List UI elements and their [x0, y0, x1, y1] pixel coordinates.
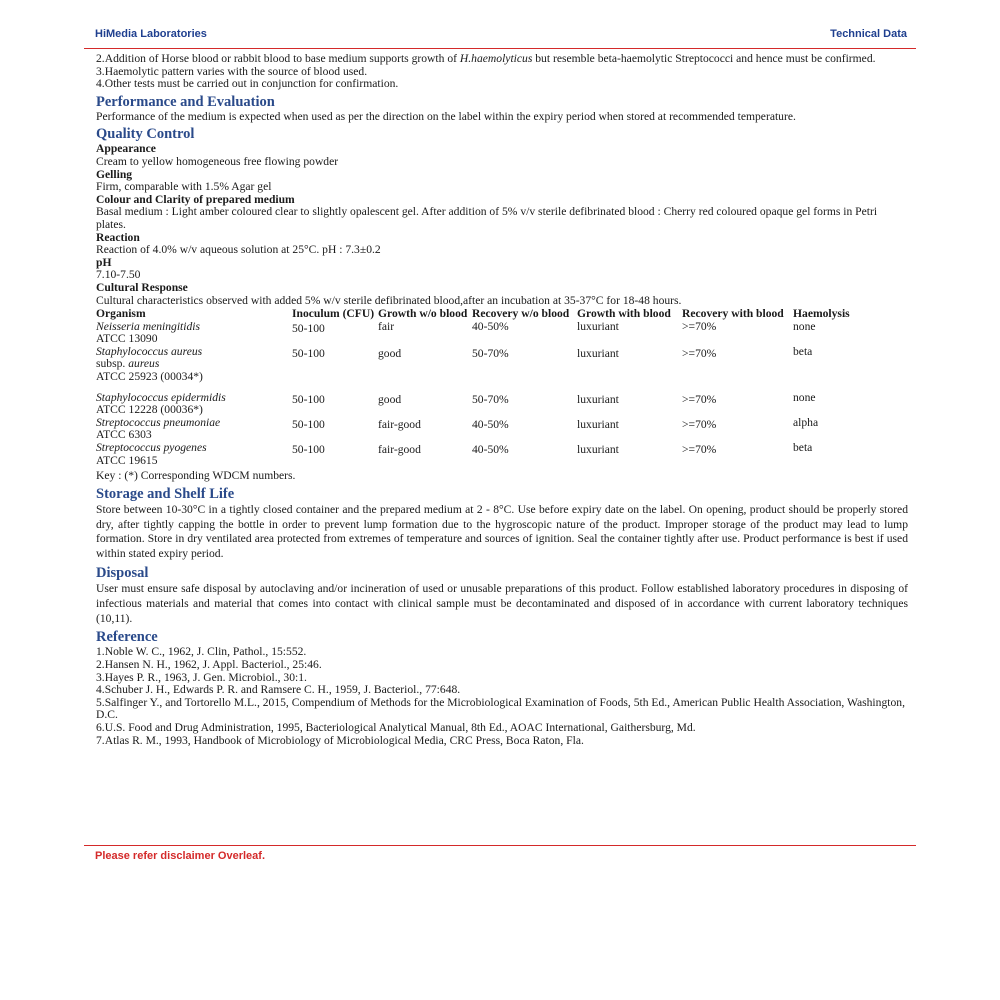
- strain-id: ATCC 13090: [96, 332, 158, 346]
- reference-item: 1.Noble W. C., 1962, J. Clin, Pathol., 15:552.: [96, 645, 307, 659]
- haemolysis-cell: none: [793, 319, 816, 333]
- recovery-with-cell: >=70%: [682, 392, 717, 406]
- strain-id: ATCC 25923 (00034*): [96, 370, 203, 384]
- inoculum-cell: 50-100: [292, 346, 325, 360]
- recovery-with-cell: >=70%: [682, 319, 717, 333]
- quality-control-heading: Quality Control: [96, 126, 195, 143]
- disposal-text: User must ensure safe disposal by autoclaving and/or incineration of used or unusable preparations of this product. Follow established laboratory procedures in disposing of infectious materials and material that comes into contact with clinical sample must be decontaminated and disposed of in accordance with current laboratory techniques (10,11).: [96, 582, 908, 625]
- table-row: [96, 346, 903, 384]
- recovery-with-cell: >=70%: [682, 443, 717, 457]
- haemolysis-cell: alpha: [793, 415, 819, 429]
- table-row: [96, 392, 903, 417]
- growth-with-cell: luxuriant: [577, 417, 619, 431]
- reference-heading: Reference: [96, 629, 158, 646]
- cultural-label: Cultural Response: [96, 280, 188, 294]
- document-body: [96, 53, 908, 747]
- recovery-wo-cell: 40-50%: [472, 443, 509, 457]
- reference-item: 7.Atlas R. M., 1993, Handbook of Microbiology of Microbiological Media, CRC Press, Boca Raton, Fla.: [96, 733, 584, 747]
- col-organism: Organism: [96, 307, 146, 321]
- organism-subsp-name: aureus: [128, 357, 160, 371]
- note-2-text-b: but resemble beta-haemolytic Streptococci and hence must be confirmed.: [535, 52, 876, 65]
- strain-id: ATCC 6303: [96, 428, 152, 442]
- reference-item: 5.Salfinger Y., and Tortorello M.L., 2015, Compendium of Methods for the Microbiological Examination of Foods, 5th Ed., American Public Health Association, Washington, D.C.: [96, 695, 905, 722]
- reference-item: 4.Schuber J. H., Edwards P. R. and Ramsere C. H., 1959, J. Bacteriol., 77:648.: [96, 683, 461, 697]
- organism-subsp-label: subsp.: [96, 357, 126, 371]
- organism-name: Staphylococcus aureus: [96, 344, 203, 358]
- growth-wo-cell: good: [378, 346, 402, 360]
- strain-id: ATCC 19615: [96, 453, 158, 467]
- note-2-species: H.haemolyticus: [459, 52, 533, 65]
- page-header: [95, 26, 907, 42]
- reaction-text: Reaction of 4.0% w/v aqueous solution at 25°C. pH : 7.3±0.2: [96, 243, 381, 257]
- growth-wo-cell: fair: [378, 319, 395, 333]
- organism-cell: [96, 417, 292, 442]
- haemolysis-cell: none: [793, 390, 816, 404]
- inoculum-cell: 50-100: [292, 417, 325, 431]
- cultural-text: Cultural characteristics observed with added 5% w/v sterile defibrinated blood,after an incubation at 35-37°C for 18-48 hours.: [96, 293, 682, 307]
- col-growth-wo-blood: Growth w/o blood: [378, 307, 468, 321]
- table-row: [96, 321, 903, 346]
- organism-name: Neisseria meningitidis: [96, 319, 201, 333]
- growth-wo-cell: good: [378, 392, 402, 406]
- note-2: [96, 53, 908, 66]
- growth-wo-cell: fair-good: [378, 443, 421, 457]
- organism-cell: [96, 442, 292, 467]
- recovery-wo-cell: 40-50%: [472, 417, 509, 431]
- colour-text: Basal medium : Light amber coloured clear to slightly opalescent gel. After addition of 5% v/v sterile defibrinated blood : Cherry red coloured opaque gel forms in Petri plates.: [96, 205, 878, 231]
- ph-label: pH: [96, 255, 112, 269]
- col-recovery-wo-blood: Recovery w/o blood: [472, 307, 570, 321]
- growth-with-cell: luxuriant: [577, 392, 619, 406]
- recovery-wo-cell: 50-70%: [472, 392, 509, 406]
- gelling-label: Gelling: [96, 167, 133, 181]
- document-type: Technical Data: [830, 28, 907, 40]
- disposal-heading: Disposal: [96, 565, 149, 581]
- reaction-label: Reaction: [96, 230, 140, 244]
- growth-with-cell: luxuriant: [577, 319, 619, 333]
- reference-item: 6.U.S. Food and Drug Administration, 1995, Bacteriological Analytical Manual, 8th Ed., AOAC International, Gaithersburg, Md.: [96, 720, 696, 734]
- col-recovery-with-blood: Recovery with blood: [682, 307, 784, 321]
- note-4: 4.Other tests must be carried out in conjunction for confirmation.: [96, 77, 399, 91]
- company-name: HiMedia Laboratories: [95, 28, 207, 40]
- haemolysis-cell: beta: [793, 344, 813, 358]
- growth-wo-cell: fair-good: [378, 417, 421, 431]
- recovery-with-cell: >=70%: [682, 346, 717, 360]
- colour-label: Colour and Clarity of prepared medium: [96, 192, 295, 206]
- inoculum-cell: 50-100: [292, 321, 325, 335]
- table-row: [96, 442, 903, 467]
- appearance-text: Cream to yellow homogeneous free flowing powder: [96, 154, 339, 168]
- gelling-text: Firm, comparable with 1.5% Agar gel: [96, 180, 272, 194]
- growth-with-cell: luxuriant: [577, 443, 619, 457]
- organism-cell: [96, 392, 292, 417]
- haemolysis-cell: beta: [793, 441, 813, 455]
- organism-name: Staphylococcus epidermidis: [96, 390, 226, 404]
- col-haemolysis: Haemolysis: [793, 307, 850, 321]
- organism-cell: [96, 321, 292, 346]
- col-inoculum: Inoculum (CFU): [292, 307, 375, 321]
- col-growth-with-blood: Growth with blood: [577, 307, 671, 321]
- inoculum-cell: 50-100: [292, 443, 325, 457]
- note-2-text-a: 2.Addition of Horse blood or rabbit blood to base medium supports growth of: [96, 52, 457, 65]
- table-header-row: [96, 308, 903, 321]
- table-row: [96, 417, 903, 442]
- reference-item: 2.Hansen N. H., 1962, J. Appl. Bacteriol., 25:46.: [96, 657, 322, 671]
- cultural-response-table: [96, 308, 903, 467]
- note-3: 3.Haemolytic pattern varies with the source of blood used.: [96, 64, 368, 78]
- performance-text: Performance of the medium is expected when used as per the direction on the label within the expiry period when stored at recommended temperature.: [96, 109, 796, 123]
- performance-heading: Performance and Evaluation: [96, 93, 275, 110]
- table-key: Key : (*) Corresponding WDCM numbers.: [96, 469, 296, 483]
- recovery-wo-cell: 50-70%: [472, 346, 509, 360]
- recovery-with-cell: >=70%: [682, 417, 717, 431]
- reference-item: 3.Hayes P. R., 1963, J. Gen. Microbiol., 30:1.: [96, 670, 307, 684]
- organism-name: Streptococcus pneumoniae: [96, 415, 221, 429]
- footer-rule: [84, 845, 916, 846]
- storage-heading: Storage and Shelf Life: [96, 485, 235, 502]
- appearance-label: Appearance: [96, 142, 156, 156]
- ph-text: 7.10-7.50: [96, 268, 141, 282]
- growth-with-cell: luxuriant: [577, 346, 619, 360]
- recovery-wo-cell: 40-50%: [472, 319, 509, 333]
- header-rule: [84, 48, 916, 49]
- organism-cell: [96, 346, 292, 384]
- strain-id: ATCC 12228 (00036*): [96, 403, 203, 417]
- organism-name: Streptococcus pyogenes: [96, 441, 207, 455]
- inoculum-cell: 50-100: [292, 392, 325, 406]
- storage-text: Store between 10-30°C in a tightly closed container and the prepared medium at 2 - 8°C. Use before expiry date on the label. On opening, product should be properly stored dry, after tightly capping the bottle in order to prevent lump formation due to the hygroscopic nature of the product. Improper storage of the product may lead to lump formation. Store in dry ventilated area protected from extremes of temperature and sources of ignition. Seal the container tightly after use. Product performance is best if used within stated expiry period.: [96, 502, 908, 561]
- disclaimer-note: Please refer disclaimer Overleaf.: [95, 850, 265, 862]
